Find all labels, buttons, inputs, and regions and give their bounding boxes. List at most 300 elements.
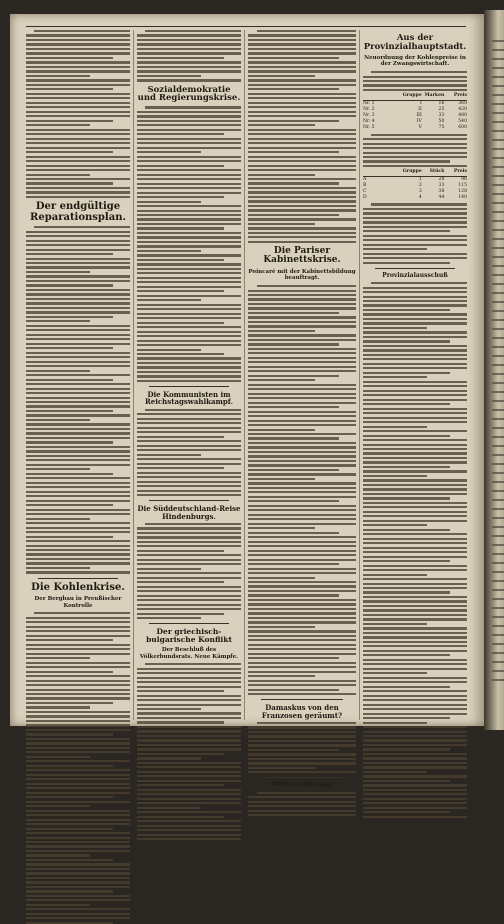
subhead-bergbau: Der Bergbau in Preußischer Kontrolle bbox=[34, 596, 122, 609]
article-body bbox=[248, 792, 356, 817]
text-line bbox=[26, 630, 130, 632]
text-line bbox=[363, 587, 467, 589]
text-line bbox=[26, 115, 130, 117]
text-line bbox=[248, 187, 356, 189]
text-line bbox=[137, 798, 241, 800]
text-line bbox=[137, 124, 241, 126]
article-body bbox=[363, 282, 467, 818]
text-line bbox=[26, 370, 90, 372]
text-line bbox=[26, 401, 130, 403]
text-line bbox=[137, 811, 241, 813]
text-line bbox=[248, 138, 356, 140]
text-line bbox=[363, 650, 467, 652]
text-line bbox=[26, 102, 130, 104]
text-line bbox=[248, 464, 356, 466]
text-line bbox=[26, 374, 130, 376]
text-line bbox=[26, 133, 130, 135]
text-line bbox=[137, 793, 241, 795]
text-line bbox=[363, 212, 467, 214]
text-line bbox=[26, 863, 130, 865]
text-line bbox=[363, 659, 467, 661]
text-line bbox=[248, 684, 356, 686]
text-line bbox=[26, 680, 130, 682]
text-line bbox=[363, 538, 467, 540]
text-line bbox=[137, 34, 241, 36]
text-line bbox=[26, 343, 130, 345]
text-line bbox=[137, 317, 241, 319]
text-line bbox=[363, 457, 467, 459]
text-line bbox=[363, 780, 450, 782]
text-line bbox=[248, 762, 356, 764]
text-line bbox=[248, 657, 339, 659]
text-line bbox=[248, 223, 315, 225]
text-line bbox=[137, 695, 241, 697]
text-line bbox=[26, 783, 130, 785]
text-line bbox=[26, 473, 113, 475]
text-line bbox=[363, 399, 467, 401]
text-line bbox=[26, 805, 90, 807]
text-line bbox=[248, 626, 315, 628]
text-line bbox=[137, 129, 241, 131]
text-line bbox=[26, 787, 130, 789]
text-line bbox=[363, 367, 467, 369]
text-line bbox=[26, 617, 130, 619]
column-rule bbox=[359, 30, 360, 720]
text-line bbox=[248, 740, 356, 742]
text-line bbox=[26, 522, 130, 524]
text-line bbox=[248, 174, 315, 176]
text-line bbox=[363, 807, 467, 809]
text-line bbox=[248, 689, 339, 691]
text-line bbox=[363, 421, 467, 423]
text-line bbox=[363, 560, 450, 562]
text-line bbox=[248, 509, 356, 511]
text-line bbox=[248, 648, 356, 650]
text-line bbox=[137, 61, 241, 63]
text-line bbox=[248, 487, 356, 489]
text-line bbox=[137, 281, 241, 283]
text-line bbox=[137, 449, 241, 451]
text-line bbox=[26, 419, 90, 421]
text-line bbox=[137, 494, 241, 496]
text-line bbox=[248, 106, 356, 108]
text-line bbox=[26, 196, 130, 198]
text-line bbox=[26, 293, 130, 295]
text-line bbox=[248, 527, 315, 529]
text-line bbox=[26, 666, 130, 668]
text-line bbox=[26, 742, 130, 744]
text-line bbox=[363, 318, 467, 320]
text-line bbox=[26, 423, 130, 425]
text-line bbox=[363, 345, 467, 347]
text-line bbox=[26, 477, 130, 479]
text-line bbox=[26, 549, 130, 551]
text-line bbox=[137, 753, 224, 755]
text-line bbox=[248, 496, 356, 498]
text-line bbox=[248, 442, 356, 444]
text-line bbox=[26, 868, 130, 870]
text-line bbox=[26, 917, 130, 919]
text-line bbox=[248, 550, 356, 552]
text-line bbox=[363, 217, 467, 219]
text-line bbox=[248, 451, 356, 453]
text-line bbox=[363, 542, 467, 544]
text-line bbox=[26, 271, 90, 273]
text-line bbox=[248, 749, 339, 751]
text-line bbox=[248, 370, 356, 372]
text-line bbox=[363, 349, 467, 351]
text-line bbox=[363, 686, 450, 688]
text-line bbox=[248, 744, 356, 746]
text-line bbox=[26, 482, 130, 484]
text-line bbox=[137, 165, 224, 167]
text-line bbox=[145, 409, 241, 411]
text-line bbox=[363, 739, 467, 741]
text-line bbox=[137, 196, 224, 198]
text-line bbox=[363, 681, 467, 683]
text-line bbox=[137, 545, 241, 547]
text-line bbox=[137, 672, 241, 674]
article-body bbox=[137, 663, 241, 840]
text-line bbox=[248, 731, 356, 733]
article-body bbox=[26, 30, 130, 198]
text-line bbox=[248, 577, 315, 579]
text-line bbox=[26, 151, 113, 153]
article-body bbox=[137, 523, 241, 619]
text-line bbox=[26, 621, 130, 623]
text-line bbox=[363, 322, 467, 324]
text-line bbox=[137, 39, 241, 41]
text-line bbox=[26, 392, 130, 394]
text-line bbox=[137, 789, 241, 791]
text-line bbox=[248, 814, 356, 816]
text-line bbox=[26, 671, 113, 673]
text-line bbox=[26, 347, 113, 349]
text-line bbox=[363, 147, 467, 149]
text-line bbox=[248, 361, 356, 363]
text-line bbox=[248, 379, 315, 381]
text-line bbox=[363, 547, 467, 549]
text-line bbox=[137, 527, 241, 529]
text-line bbox=[248, 191, 356, 193]
text-line bbox=[363, 511, 467, 513]
text-line bbox=[248, 397, 356, 399]
text-line bbox=[26, 383, 130, 385]
text-line bbox=[26, 70, 130, 72]
column-1 bbox=[26, 30, 130, 722]
text-line bbox=[26, 715, 130, 717]
text-line bbox=[26, 365, 130, 367]
text-line bbox=[137, 595, 241, 597]
text-line bbox=[248, 39, 356, 41]
text-line bbox=[248, 635, 356, 637]
text-line bbox=[26, 540, 130, 542]
text-line bbox=[363, 578, 467, 580]
text-line bbox=[137, 463, 241, 465]
text-line bbox=[137, 263, 241, 265]
text-line bbox=[26, 854, 90, 856]
text-line bbox=[26, 886, 130, 888]
text-line bbox=[137, 784, 224, 786]
text-line bbox=[248, 79, 356, 81]
text-line bbox=[26, 61, 130, 63]
text-line bbox=[248, 429, 315, 431]
text-line bbox=[248, 581, 356, 583]
text-line bbox=[248, 545, 356, 547]
text-line bbox=[248, 84, 356, 86]
text-line bbox=[26, 266, 130, 268]
text-line bbox=[248, 514, 356, 516]
text-line bbox=[363, 766, 467, 768]
text-line bbox=[137, 331, 241, 333]
column-rule bbox=[133, 30, 134, 720]
text-line bbox=[26, 129, 130, 131]
text-line bbox=[26, 639, 113, 641]
article-body bbox=[137, 409, 241, 496]
text-line bbox=[248, 57, 339, 59]
text-line bbox=[363, 695, 467, 697]
text-line bbox=[248, 334, 356, 336]
text-line bbox=[363, 417, 467, 419]
column-3 bbox=[248, 30, 356, 789]
text-line bbox=[248, 420, 356, 422]
text-line bbox=[248, 375, 339, 377]
text-line bbox=[248, 639, 356, 641]
text-line bbox=[26, 859, 113, 861]
headline-pariser-kabinett: Die Pariser Kabinettskrise. bbox=[263, 245, 341, 266]
text-line bbox=[137, 308, 241, 310]
text-line bbox=[137, 586, 241, 588]
text-line bbox=[363, 748, 450, 750]
text-line bbox=[363, 358, 467, 360]
text-line bbox=[26, 459, 130, 461]
text-line bbox=[137, 532, 241, 534]
text-line bbox=[248, 214, 339, 216]
text-line bbox=[363, 524, 427, 526]
text-line bbox=[363, 235, 467, 237]
text-line bbox=[137, 554, 241, 556]
text-line bbox=[363, 403, 450, 405]
text-line bbox=[248, 644, 356, 646]
text-line bbox=[137, 825, 241, 827]
text-line bbox=[137, 744, 241, 746]
text-line bbox=[363, 677, 467, 679]
text-line bbox=[26, 571, 130, 573]
text-line bbox=[363, 798, 467, 800]
text-line bbox=[137, 681, 241, 683]
text-line bbox=[26, 774, 130, 776]
text-line bbox=[363, 488, 467, 490]
text-line bbox=[137, 223, 241, 225]
text-line bbox=[145, 106, 241, 108]
text-line bbox=[363, 497, 450, 499]
text-line bbox=[26, 352, 130, 354]
text-line bbox=[248, 460, 356, 462]
text-line bbox=[363, 313, 467, 315]
text-line bbox=[363, 426, 427, 428]
text-line bbox=[26, 75, 90, 77]
text-line bbox=[137, 272, 241, 274]
text-line bbox=[137, 371, 241, 373]
text-line bbox=[26, 43, 130, 45]
text-line bbox=[137, 156, 241, 158]
text-line bbox=[363, 811, 450, 813]
text-line bbox=[363, 152, 467, 154]
text-line bbox=[137, 357, 241, 359]
text-line bbox=[137, 568, 201, 570]
text-line bbox=[26, 832, 130, 834]
text-line bbox=[26, 450, 130, 452]
text-line bbox=[26, 491, 130, 493]
table-header: Gruppe Marken Preis bbox=[363, 93, 467, 100]
text-line bbox=[137, 704, 241, 706]
text-line bbox=[248, 473, 356, 475]
text-line bbox=[137, 160, 241, 162]
text-line bbox=[248, 491, 356, 493]
text-line bbox=[26, 280, 130, 282]
text-line bbox=[248, 406, 339, 408]
text-line bbox=[26, 562, 130, 564]
text-line bbox=[26, 738, 130, 740]
text-line bbox=[26, 810, 130, 812]
text-line bbox=[363, 444, 467, 446]
text-line bbox=[363, 699, 467, 701]
text-line bbox=[363, 556, 467, 558]
article-body bbox=[26, 612, 130, 924]
text-line bbox=[137, 690, 224, 692]
text-line bbox=[26, 191, 130, 193]
text-line bbox=[363, 583, 467, 585]
text-line bbox=[248, 469, 339, 471]
text-line bbox=[26, 138, 130, 140]
text-line bbox=[363, 623, 427, 625]
text-line bbox=[26, 675, 130, 677]
text-line bbox=[248, 307, 356, 309]
text-line bbox=[363, 244, 467, 246]
subhead-provinzialausschuss: Provinzialausschuß bbox=[382, 271, 448, 279]
text-line bbox=[137, 268, 241, 270]
page-header bbox=[26, 14, 466, 27]
text-line bbox=[248, 572, 356, 574]
text-line bbox=[248, 124, 315, 126]
text-line bbox=[137, 481, 241, 483]
text-line bbox=[363, 529, 450, 531]
text-line bbox=[26, 702, 113, 704]
subhead-poincare: Poincaré mit der Kabinettsbildung beauftragt. bbox=[248, 268, 356, 282]
text-line bbox=[137, 214, 241, 216]
text-line bbox=[26, 823, 130, 825]
text-line bbox=[137, 712, 241, 714]
text-line bbox=[248, 388, 356, 390]
text-line bbox=[26, 432, 130, 434]
text-line bbox=[363, 614, 467, 616]
column-4 bbox=[363, 30, 467, 722]
text-line bbox=[137, 335, 241, 337]
text-line bbox=[26, 509, 130, 511]
text-line bbox=[248, 810, 356, 812]
text-line bbox=[26, 174, 90, 176]
text-line bbox=[26, 837, 130, 839]
text-line bbox=[137, 174, 241, 176]
text-line bbox=[363, 340, 450, 342]
text-line bbox=[26, 553, 130, 555]
text-line bbox=[363, 636, 467, 638]
text-line bbox=[248, 290, 356, 292]
text-line bbox=[26, 760, 130, 762]
text-line bbox=[248, 568, 356, 570]
text-line bbox=[363, 300, 467, 302]
text-line bbox=[137, 816, 224, 818]
text-line bbox=[26, 97, 130, 99]
text-line bbox=[26, 895, 130, 897]
text-line bbox=[363, 435, 450, 437]
text-line bbox=[137, 762, 241, 764]
text-line bbox=[248, 666, 356, 668]
text-line bbox=[248, 312, 339, 314]
text-line bbox=[137, 686, 241, 688]
text-line bbox=[137, 445, 241, 447]
text-line bbox=[248, 348, 356, 350]
text-line bbox=[137, 151, 201, 153]
text-line bbox=[248, 75, 315, 77]
text-line bbox=[137, 599, 241, 601]
text-line bbox=[26, 397, 130, 399]
text-line bbox=[248, 621, 356, 623]
text-line bbox=[248, 236, 356, 238]
text-line bbox=[363, 381, 467, 383]
text-line bbox=[26, 178, 130, 180]
article-body bbox=[26, 226, 130, 573]
text-line bbox=[363, 717, 450, 719]
text-line bbox=[137, 380, 241, 382]
text-line bbox=[363, 287, 467, 289]
text-line bbox=[363, 84, 467, 86]
text-line bbox=[26, 182, 113, 184]
text-line bbox=[137, 668, 241, 670]
text-line bbox=[248, 599, 356, 601]
text-line bbox=[26, 379, 113, 381]
text-line bbox=[371, 134, 467, 136]
text-line bbox=[137, 178, 241, 180]
text-line bbox=[137, 147, 241, 149]
text-line bbox=[137, 541, 241, 543]
text-line bbox=[26, 244, 130, 246]
text-line bbox=[26, 311, 130, 313]
headline-hindenburg: Die Süddeutschland-Reise Hindenburgs. bbox=[137, 504, 241, 521]
text-line bbox=[363, 645, 467, 647]
text-line bbox=[26, 841, 130, 843]
text-line bbox=[137, 775, 241, 777]
text-line bbox=[363, 753, 467, 755]
text-line bbox=[26, 39, 130, 41]
text-line bbox=[137, 572, 241, 574]
text-line bbox=[26, 657, 90, 659]
text-line bbox=[26, 729, 130, 731]
text-line bbox=[363, 248, 427, 250]
text-line bbox=[137, 210, 241, 212]
text-line bbox=[248, 801, 356, 803]
text-line bbox=[26, 338, 130, 340]
text-line bbox=[137, 236, 241, 238]
text-line bbox=[248, 455, 356, 457]
text-line bbox=[248, 662, 356, 664]
text-line bbox=[371, 71, 467, 73]
article-body bbox=[363, 71, 467, 91]
text-line bbox=[248, 384, 356, 386]
text-line bbox=[137, 820, 241, 822]
text-line bbox=[248, 518, 356, 520]
text-line bbox=[248, 241, 356, 243]
